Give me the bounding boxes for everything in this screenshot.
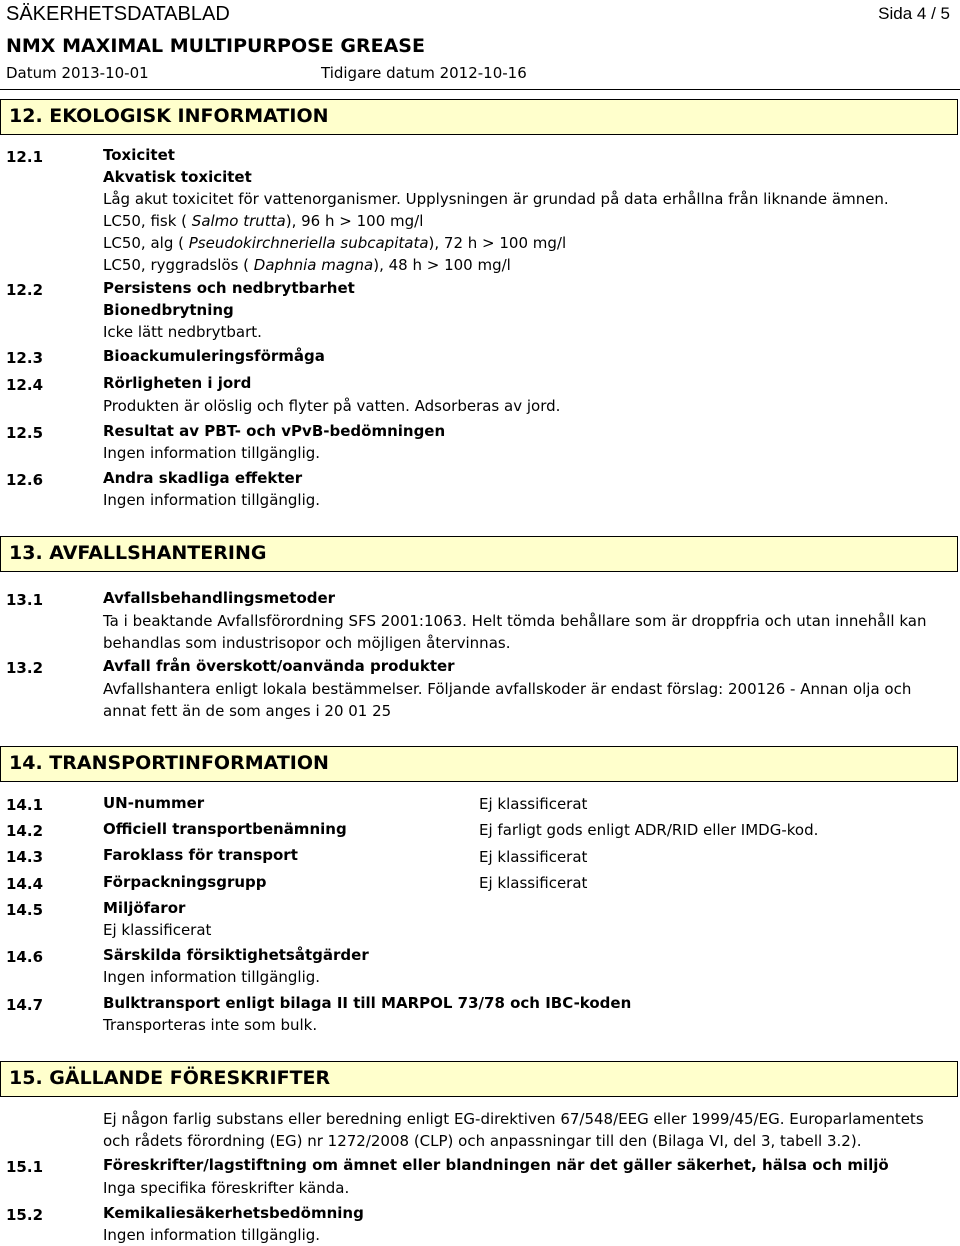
subsection-number: 12.2 xyxy=(6,281,44,299)
subsection-value: Ej klassificerat xyxy=(479,795,588,813)
regulations-intro: Ej någon farlig substans eller beredning enligt EG-direktiven 67/548/EEG eller 1999/45/EG. Europarlamentets xyxy=(103,1110,924,1128)
subsection-heading: Förpackningsgrupp xyxy=(103,873,267,891)
subsection-text: Avfallshantera enligt lokala bestämmelser. Följande avfallskoder är endast förslag: 200126 - Annan olja och xyxy=(103,680,912,698)
section-13-title: 13. AVFALLSHANTERING xyxy=(9,542,267,564)
section-12-banner xyxy=(0,99,958,135)
subsection-heading: Bioackumuleringsförmåga xyxy=(103,347,325,365)
subsection-text: Ingen information tillgänglig. xyxy=(103,491,321,509)
subsection-number: 12.5 xyxy=(6,424,44,442)
subsection-number: 14.2 xyxy=(6,822,44,840)
subsection-heading: Miljöfaror xyxy=(103,899,186,917)
subsection-number: 13.1 xyxy=(6,591,44,609)
subsection-subheading: Bionedbrytning xyxy=(103,301,234,319)
section-15-title: 15. GÄLLANDE FÖRESKRIFTER xyxy=(9,1067,331,1089)
subsection-heading: UN-nummer xyxy=(103,794,205,812)
subsection-heading: Särskilda försiktighetsåtgärder xyxy=(103,946,369,964)
subsection-text: Ej klassificerat xyxy=(103,921,212,939)
subsection-number: 12.1 xyxy=(6,148,44,166)
subsection-number: 12.6 xyxy=(6,471,44,489)
subsection-heading: Avfallsbehandlingsmetoder xyxy=(103,589,336,607)
subsection-value: Ej farligt gods enligt ADR/RID eller IMDG-kod. xyxy=(479,821,819,839)
subsection-text: Icke lätt nedbrytbart. xyxy=(103,323,262,341)
subsection-number: 15.2 xyxy=(6,1206,44,1224)
subsection-number: 14.5 xyxy=(6,901,44,919)
subsection-text: Ingen information tillgänglig. xyxy=(103,444,321,462)
species-name: Salmo trutta xyxy=(191,212,286,230)
subsection-text: Produkten är olöslig och flyter på vatten. Adsorberas av jord. xyxy=(103,397,561,415)
subsection-text: behandlas som industrisopor och möjligen återvinnas. xyxy=(103,634,511,652)
subsection-number: 12.3 xyxy=(6,349,44,367)
lc50-fish: LC50, fisk ( Salmo trutta), 96 h > 100 mg/l xyxy=(103,212,424,230)
document-type-title: SÄKERHETSDATABLAD xyxy=(6,3,230,25)
subsection-heading: Toxicitet xyxy=(103,146,175,164)
subsection-number: 12.4 xyxy=(6,376,44,394)
section-15-banner xyxy=(0,1061,958,1097)
subsection-heading: Avfall från överskott/oanvända produkter xyxy=(103,657,455,675)
subsection-number: 15.1 xyxy=(6,1158,44,1176)
subsection-number: 14.4 xyxy=(6,875,44,893)
subsection-heading: Persistens och nedbrytbarhet xyxy=(103,279,355,297)
toxicity-text: Låg akut toxicitet för vattenorganismer. Upplysningen är grundad på data erhållna från liknande ämnen. xyxy=(103,190,889,208)
subsection-number: 14.7 xyxy=(6,996,44,1014)
subsection-subheading: Akvatisk toxicitet xyxy=(103,168,252,186)
subsection-heading: Officiell transportbenämning xyxy=(103,820,347,838)
lc50-algae: LC50, alg ( Pseudokirchneriella subcapitata), 72 h > 100 mg/l xyxy=(103,234,567,252)
subsection-text: Transporteras inte som bulk. xyxy=(103,1016,318,1034)
regulations-intro: och rådets förordning (EG) nr 1272/2008 (CLP) och anpassningar till den (Bilaga VI, del 3, tabell 3.2). xyxy=(103,1132,862,1150)
subsection-number: 14.1 xyxy=(6,796,44,814)
product-name: NMX MAXIMAL MULTIPURPOSE GREASE xyxy=(6,35,425,57)
species-name: Daphnia magna xyxy=(253,256,374,274)
subsection-heading: Bulktransport enligt bilaga II till MARPOL 73/78 och IBC-koden xyxy=(103,994,632,1012)
subsection-number: 14.6 xyxy=(6,948,44,966)
page-indicator: Sida 4 / 5 xyxy=(878,4,950,23)
subsection-number: 14.3 xyxy=(6,848,44,866)
subsection-heading: Faroklass för transport xyxy=(103,846,298,864)
subsection-text: annat fett än de som anges i 20 01 25 xyxy=(103,702,392,720)
section-14-banner xyxy=(0,746,958,782)
section-13-banner xyxy=(0,536,958,572)
subsection-number: 13.2 xyxy=(6,659,44,677)
subsection-value: Ej klassificerat xyxy=(479,874,588,892)
section-12-title: 12. EKOLOGISK INFORMATION xyxy=(9,105,329,127)
subsection-heading: Rörligheten i jord xyxy=(103,374,252,392)
subsection-heading: Resultat av PBT- och vPvB-bedömningen xyxy=(103,422,446,440)
subsection-text: Inga specifika föreskrifter kända. xyxy=(103,1179,350,1197)
lc50-invertebrate: LC50, ryggradslös ( Daphnia magna), 48 h > 100 mg/l xyxy=(103,256,511,274)
subsection-heading: Andra skadliga effekter xyxy=(103,469,303,487)
subsection-text: Ingen information tillgänglig. xyxy=(103,1226,321,1244)
subsection-text: Ta i beaktande Avfallsförordning SFS 2001:1063. Helt tömda behållare som är droppfria och utan innehåll kan xyxy=(103,612,927,630)
subsection-heading: Föreskrifter/lagstiftning om ämnet eller blandningen när det gäller säkerhet, hälsa och miljö xyxy=(103,1156,889,1174)
species-name: Pseudokirchneriella subcapitata xyxy=(188,234,429,252)
subsection-heading: Kemikaliesäkerhetsbedömning xyxy=(103,1204,364,1222)
section-14-title: 14. TRANSPORTINFORMATION xyxy=(9,752,329,774)
header-divider xyxy=(0,89,960,90)
document-date: Datum 2013-10-01 xyxy=(6,64,149,82)
subsection-value: Ej klassificerat xyxy=(479,848,588,866)
previous-date: Tidigare datum 2012-10-16 xyxy=(321,64,527,82)
subsection-text: Ingen information tillgänglig. xyxy=(103,968,321,986)
